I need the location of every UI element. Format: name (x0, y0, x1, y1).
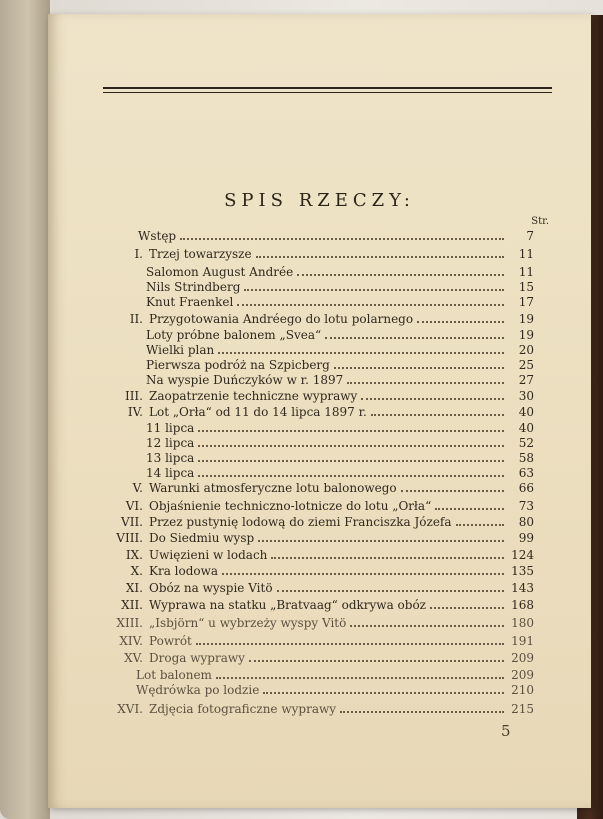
toc-entry-label: Przygotowania Andréego do lotu polarnego (149, 312, 414, 326)
toc-entry (96, 633, 534, 650)
toc-entry-number: XIV. (119, 634, 143, 648)
toc-leader-dots (417, 312, 504, 323)
toc-entry-number: I. (134, 247, 143, 261)
toc-entry-page: 11 (518, 265, 534, 279)
toc-entry-label: Zaopatrzenie techniczne wyprawy (149, 389, 358, 403)
toc-entry-page: 19 (518, 328, 534, 342)
toc-entry (96, 580, 534, 597)
toc-entry (138, 228, 534, 245)
toc-leader-dots (334, 358, 504, 369)
toc-entry (136, 682, 534, 699)
toc-entry-page: 143 (511, 581, 534, 595)
toc-entry-label: Wstęp (138, 229, 177, 243)
toc-leader-dots (198, 451, 504, 462)
toc-entry-label: 12 lipca (146, 436, 195, 450)
toc-entry-label: Droga wyprawy (149, 651, 245, 665)
book-cover-left (0, 0, 50, 819)
toc-leader-dots (456, 515, 504, 526)
toc-leader-dots (237, 295, 504, 306)
toc-leader-dots (198, 436, 504, 447)
toc-entry-number: VIII. (116, 531, 143, 545)
toc-entry (96, 498, 534, 515)
toc-entry-label: „Isbjörn“ u wybrzeży wyspy Vitö (149, 616, 347, 630)
toc-leader-dots (263, 683, 504, 694)
toc-entry (96, 547, 534, 564)
page-column-header: Str. (531, 216, 549, 227)
toc-leader-dots (361, 389, 504, 400)
page-number: 5 (501, 722, 511, 740)
toc-entry-page: 66 (518, 481, 534, 495)
toc-leader-dots (401, 481, 504, 492)
toc-entry-label: Obóz na wyspie Vitö (149, 581, 273, 595)
toc-entry-label: 14 lipca (146, 466, 195, 480)
toc-entry-label: 11 lipca (146, 421, 195, 435)
toc-entry-page: 17 (518, 295, 534, 309)
toc-leader-dots (218, 343, 504, 354)
toc-entry-page: 40 (518, 405, 534, 419)
toc-leader-dots (297, 265, 504, 276)
toc-entry-label: Nils Strindberg (146, 280, 241, 294)
toc-entry-page: 19 (518, 312, 534, 326)
toc-leader-dots (222, 564, 504, 575)
toc-entry-label: Knut Fraenkel (146, 295, 234, 309)
toc-entry (96, 246, 534, 263)
toc-entry-label: Pierwsza podróż na Szpicberg (146, 358, 330, 372)
toc-leader-dots (350, 616, 504, 627)
toc-entry-page: 52 (518, 436, 534, 450)
toc-entry-page: 58 (518, 451, 534, 465)
page-title: SPIS RZECZY: (224, 190, 415, 211)
toc-leader-dots (196, 634, 504, 645)
toc-entry (96, 597, 534, 614)
toc-leader-dots (325, 328, 504, 339)
toc-entry (96, 404, 534, 421)
toc-entry-label: Do Siedmiu wysp (149, 531, 255, 545)
toc-entry-label: Powrót (149, 634, 192, 648)
toc-entry-page: 15 (518, 280, 534, 294)
toc-leader-dots (271, 548, 504, 559)
toc-entry-label: Trzej towarzysze (149, 247, 252, 261)
toc-entry (96, 615, 534, 632)
toc-entry-number: IX. (125, 548, 143, 562)
table-of-contents (48, 14, 591, 808)
toc-entry-page: 209 (511, 651, 534, 665)
toc-entry-page: 180 (511, 616, 534, 630)
toc-entry-label: Lot „Orła“ od 11 do 14 lipca 1897 r. (149, 405, 367, 419)
toc-leader-dots (258, 531, 504, 542)
toc-entry-page: 27 (518, 373, 534, 387)
toc-entry-number: VII. (121, 515, 143, 529)
toc-leader-dots (180, 229, 504, 240)
toc-entry-label: Wyprawa na statku „Bratvaag“ odkrywa obóz (149, 598, 426, 612)
toc-entry-number: VI. (125, 499, 143, 513)
toc-entry-label: Objaśnienie techniczno-lotnicze do lotu „Orła“ (149, 499, 432, 513)
toc-entry-label: 13 lipca (146, 451, 195, 465)
toc-entry (96, 480, 534, 497)
toc-entry-page: 210 (511, 683, 534, 697)
toc-entry-page: 73 (518, 499, 534, 513)
toc-entry-page: 20 (518, 343, 534, 357)
toc-entry-page: 7 (526, 229, 534, 243)
toc-entry-label: Lot balonem (136, 668, 212, 682)
toc-entry-page: 30 (518, 389, 534, 403)
toc-entry-page: 99 (518, 531, 534, 545)
toc-entry-number: V. (132, 481, 143, 495)
toc-entry-label: Uwięzieni w lodach (149, 548, 268, 562)
toc-entry-label: Salomon August Andrée (146, 265, 294, 279)
toc-entry-number: IV. (127, 405, 143, 419)
toc-leader-dots (198, 466, 504, 477)
toc-entry (96, 311, 534, 328)
toc-entry-page: 215 (511, 702, 534, 716)
toc-entry (146, 294, 534, 311)
toc-entry-label: Na wyspie Duńczyków w r. 1897 (146, 373, 344, 387)
toc-entry-number: XVI. (117, 702, 143, 716)
toc-leader-dots (277, 581, 504, 592)
toc-leader-dots (256, 247, 504, 258)
toc-leader-dots (340, 702, 504, 713)
toc-entry-page: 135 (511, 564, 534, 578)
toc-entry (96, 388, 534, 405)
toc-leader-dots (371, 405, 504, 416)
toc-entry-page: 11 (518, 247, 534, 261)
toc-leader-dots (249, 651, 504, 662)
toc-leader-dots (347, 373, 504, 384)
toc-entry-label: Loty próbne balonem „Svea“ (146, 328, 322, 342)
toc-entry-label: Przez pustynię lodową do ziemi Franciszka Józefa (149, 515, 452, 529)
toc-entry (96, 701, 534, 718)
toc-entry (96, 563, 534, 580)
toc-entry-page: 168 (511, 598, 534, 612)
toc-leader-dots (198, 421, 504, 432)
toc-entry-label: Kra lodowa (149, 564, 219, 578)
toc-entry-page: 63 (518, 466, 534, 480)
toc-entry-number: XV. (124, 651, 143, 665)
toc-leader-dots (244, 280, 504, 291)
toc-leader-dots (430, 598, 504, 609)
toc-entry-page: 80 (518, 515, 534, 529)
toc-entry-label: Wędrówka po lodzie (136, 683, 260, 697)
toc-leader-dots (216, 668, 504, 679)
toc-entry (96, 514, 534, 531)
toc-entry (96, 530, 534, 547)
toc-entry (146, 372, 534, 389)
toc-entry-label: Zdjęcia fotograficzne wyprawy (149, 702, 337, 716)
toc-entry-number: XI. (125, 581, 143, 595)
toc-entry-page: 209 (511, 668, 534, 682)
toc-entry-page: 191 (511, 634, 534, 648)
toc-entry-number: III. (124, 389, 143, 403)
toc-entry-page: 124 (511, 548, 534, 562)
toc-entry-number: X. (130, 564, 143, 578)
toc-entry (96, 650, 534, 667)
toc-entry-label: Warunki atmosferyczne lotu balonowego (149, 481, 397, 495)
toc-entry-number: XII. (121, 598, 143, 612)
book-page (48, 14, 591, 808)
toc-entry-page: 25 (518, 358, 534, 372)
toc-entry-number: II. (129, 312, 143, 326)
toc-leader-dots (435, 499, 504, 510)
toc-entry-number: XIII. (116, 616, 143, 630)
toc-entry-label: Wielki plan (146, 343, 215, 357)
toc-entry-page: 40 (518, 421, 534, 435)
